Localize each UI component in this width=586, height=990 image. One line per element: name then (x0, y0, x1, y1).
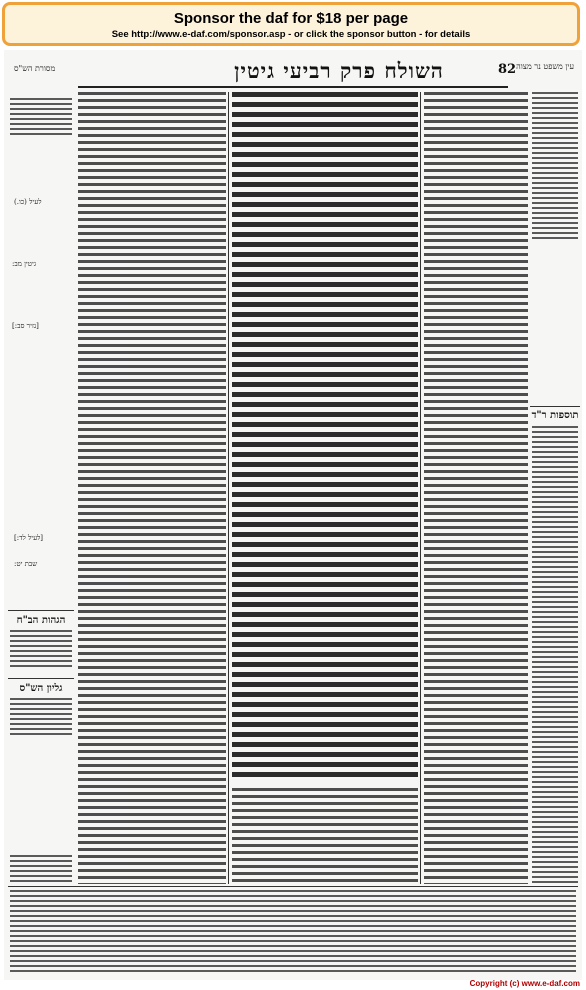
column-divider (228, 92, 229, 884)
talmud-page (4, 50, 582, 980)
left-margin-bottom-text (10, 855, 72, 885)
tosafot-rid-text (532, 426, 578, 884)
hagahot-habach-text (10, 630, 72, 670)
divider (530, 406, 580, 407)
hagahot-habach-heading: הגהות הב"ח (10, 615, 72, 626)
margin-note: [לעיל לד:] (14, 534, 44, 542)
margin-note: גיטין מב: (12, 260, 37, 268)
divider (8, 886, 578, 887)
left-margin-column (10, 98, 72, 138)
ein-mishpat-text (532, 92, 578, 242)
gilyon-hashas-text (10, 698, 72, 738)
margin-note: [נזיר סב:] (12, 322, 39, 330)
tosafot-rid-heading: תוספות ר"ד (531, 410, 579, 421)
page-title: השולח פרק רביעי גיטין (234, 58, 444, 83)
gemara-main-text (232, 92, 418, 782)
margin-note: לעיל (כו.) (14, 198, 42, 206)
header-rule (78, 86, 508, 88)
gilyon-hashas-heading: גליון הש"ס (10, 683, 72, 694)
column-divider (420, 92, 421, 884)
page-number: 82 (498, 62, 517, 77)
banner-subtitle[interactable]: See http://www.e-daf.com/sponsor.asp - or click the sponsor button - for details (111, 29, 471, 40)
banner-title: Sponsor the daf for $18 per page (173, 10, 409, 27)
margin-note: שבת יט: (14, 560, 38, 568)
ein-mishpat-label: עין משפט נר מצוה (516, 62, 574, 71)
sponsor-banner[interactable] (2, 2, 580, 46)
divider (8, 678, 74, 679)
masoret-hashas-label: מסורת הש"ס (14, 64, 56, 73)
mishnah-text (232, 788, 418, 884)
divider (8, 610, 74, 611)
footnotes-band (10, 890, 576, 974)
rashi-column (78, 92, 226, 884)
copyright-text[interactable]: Copyright (c) www.e-daf.com (469, 979, 580, 988)
tosafot-column (424, 92, 528, 884)
